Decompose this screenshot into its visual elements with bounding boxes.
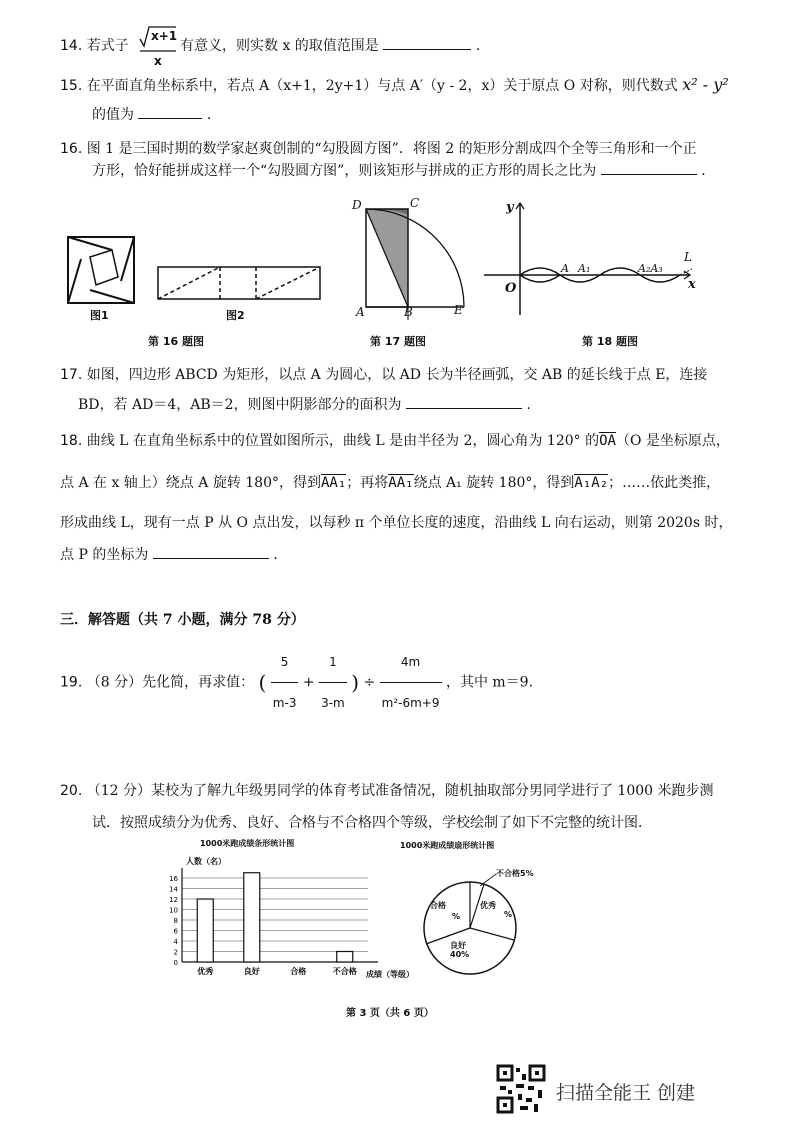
pie-label-good: 良好 bbox=[450, 941, 466, 950]
q14-radicand: x+1 bbox=[151, 29, 178, 43]
q19-pre: （8 分）先化简，再求值： bbox=[86, 674, 255, 691]
answer-blank[interactable] bbox=[406, 394, 522, 409]
question-number: 14. bbox=[60, 38, 83, 54]
question-20 bbox=[60, 780, 714, 802]
f17-C: C bbox=[410, 196, 420, 210]
pie-chart bbox=[400, 836, 580, 986]
fraction-3: $\frac{4m}{\text{m²-6m+9}}$ bbox=[380, 642, 442, 723]
f18-L: L bbox=[684, 250, 692, 264]
q18-line3: 形成曲线 L，现有一点 P 从 O 点出发，以每秒 π 个单位长度的速度，沿曲线 L 向右运动，则第 2020s 时， bbox=[60, 515, 733, 531]
q14-denominator: x bbox=[154, 54, 162, 68]
pie-divider bbox=[470, 928, 514, 940]
q17-line1: 如图，四边形 ABCD 为矩形，以点 A 为圆心，以 AD 长为半径画弧，交 AB 的延长线于点 E，连接 bbox=[86, 367, 708, 383]
answer-blank[interactable] bbox=[138, 104, 202, 119]
answer-blank[interactable] bbox=[601, 160, 697, 175]
question-15 bbox=[60, 74, 729, 97]
q16-line2 bbox=[92, 160, 706, 182]
question-14 bbox=[60, 35, 129, 57]
pie-chart-svg bbox=[400, 836, 580, 986]
pie-leader-line bbox=[480, 874, 496, 886]
q18-line4-text: 点 P 的坐标为 bbox=[60, 547, 149, 563]
figure-17-rectangle-arc bbox=[366, 209, 464, 320]
scanner-watermark: 扫描全能王 创建 bbox=[556, 1082, 696, 1104]
f17-D: D bbox=[352, 198, 362, 212]
q18-line4 bbox=[60, 544, 278, 566]
figures-row bbox=[60, 195, 740, 325]
answer-blank[interactable] bbox=[383, 35, 471, 50]
question-18 bbox=[60, 430, 730, 452]
q15-end: . bbox=[206, 107, 212, 123]
q19-post: ，其中 m＝9. bbox=[445, 674, 534, 691]
bar-2 bbox=[244, 873, 260, 962]
f18-A: A bbox=[561, 262, 569, 275]
x-tick-label: 优秀 bbox=[197, 967, 214, 976]
question-number: 19. bbox=[60, 674, 83, 691]
q18-line2 bbox=[60, 472, 720, 494]
q18-line2d: ；……依此类推， bbox=[608, 475, 721, 491]
y-tick-label: 0 bbox=[173, 959, 178, 967]
question-number: 18. bbox=[60, 433, 83, 449]
y-tick-label: 4 bbox=[173, 938, 178, 946]
q14-pre: 若式子 bbox=[86, 38, 129, 54]
question-number: 16. bbox=[60, 141, 83, 157]
q18-line2c: 绕点 A₁ 旋转 180°，得到 bbox=[413, 475, 575, 491]
q16-end: . bbox=[701, 163, 706, 179]
pie-label-excellent: 优秀 bbox=[480, 901, 496, 910]
fraction-2: $\frac{1}{3-m}$ bbox=[319, 642, 347, 723]
q15-line2-text: 的值为 bbox=[92, 107, 134, 123]
fig2-label: 图2 bbox=[226, 309, 245, 322]
question-19: 19. （8 分）先化简，再求值： ( $\frac{5}{m-3}$ + $\frac{1}{3-m}$ ) ÷ $\frac{4m}{\text{m²-6m+9}}$ ，其中 m＝9. bbox=[60, 642, 533, 723]
q14-expression bbox=[138, 24, 178, 74]
f17-A: A bbox=[356, 305, 365, 319]
question-number: 17. bbox=[60, 367, 83, 383]
bar-chart-xlabel: 成绩（等级） bbox=[366, 970, 414, 979]
fig1-label: 图1 bbox=[90, 309, 109, 322]
y-tick-label: 6 bbox=[173, 927, 178, 936]
pie-label-good-pct: 40% bbox=[450, 950, 470, 959]
q18-line1b: （O 是坐标原点， bbox=[615, 433, 730, 449]
qr-code-icon bbox=[496, 1064, 546, 1114]
q18-line2b: ；再将 bbox=[346, 475, 389, 491]
q16-line1: 图 1 是三国时期的数学家赵爽创制的“勾股圆方图”．将图 2 的矩形分割成四个全等三角形和一个正 bbox=[86, 141, 697, 157]
question-number: 15. bbox=[60, 78, 83, 94]
q18-line1a: 曲线 L 在直角坐标系中的位置如图所示，曲线 L 是由半径为 2，圆心角为 120° 的 bbox=[86, 433, 600, 449]
pie-label-pass-pct: % bbox=[452, 912, 461, 921]
section-heading: 三．解答题（共 7 小题，满分 78 分） bbox=[60, 612, 305, 628]
arc-A1A2: A₁A₂ bbox=[574, 475, 609, 491]
bar-chart-ylabel: 人数（名） bbox=[186, 857, 226, 866]
f18-A1: A₁ bbox=[578, 262, 591, 275]
q14-post: 有意义，则实数 x 的取值范围是 bbox=[180, 38, 379, 54]
f17-E: E bbox=[454, 303, 463, 317]
y-tick-label: 10 bbox=[169, 906, 178, 915]
pie-label-pass: 合格 bbox=[430, 901, 446, 910]
f17-B: B bbox=[404, 305, 413, 319]
fig16-caption: 第 16 题图 bbox=[148, 335, 204, 348]
f18-A2A3: A₂A₃ bbox=[638, 262, 663, 275]
pie-label-fail: 不合格5% bbox=[496, 869, 534, 878]
answer-blank[interactable] bbox=[153, 544, 269, 559]
page-number: 第 3 页（共 6 页） bbox=[346, 1008, 434, 1019]
fig17-caption: 第 17 题图 bbox=[370, 335, 426, 348]
x-tick-label: 不合格 bbox=[332, 967, 357, 976]
y-tick-label: 8 bbox=[173, 917, 178, 925]
q15-line2 bbox=[92, 104, 211, 126]
x-tick-label: 合格 bbox=[290, 967, 307, 976]
bar-4 bbox=[337, 952, 353, 963]
q15-expression: x² - y² bbox=[682, 75, 729, 94]
figure-18-wave bbox=[484, 203, 692, 315]
figure-2-rectangle bbox=[158, 267, 320, 299]
q20-line1: （12 分）某校为了解九年级男同学的体育考试准备情况，随机抽取部分男同学进行了 1000 米跑步测 bbox=[86, 783, 714, 799]
arc-OA: OA bbox=[599, 433, 616, 449]
q17-line2 bbox=[78, 394, 531, 416]
pie-chart-title: 1000米跑成绩扇形统计图 bbox=[400, 841, 495, 850]
bar-chart-title: 1000米跑成绩条形统计图 bbox=[200, 839, 295, 848]
arc-AA1: AA₁ bbox=[321, 475, 347, 491]
figure-1-pinwheel bbox=[68, 237, 134, 303]
y-tick-label: 12 bbox=[169, 896, 178, 904]
fig18-caption: 第 18 题图 bbox=[582, 335, 638, 348]
pie-label-excellent-pct: % bbox=[504, 910, 513, 919]
bar-1 bbox=[197, 899, 213, 962]
q17-line2-text: BD，若 AD＝4，AB＝2，则图中阴影部分的面积为 bbox=[78, 397, 402, 413]
q14-end: . bbox=[475, 38, 481, 54]
q16-line2-text: 方形，恰好能拼成这样一个“勾股圆方图”，则该矩形与拼成的正方形的周长之比为 bbox=[92, 163, 597, 179]
q15-line1: 在平面直角坐标系中，若点 A（x+1，2y+1）与点 A′（y - 2，x）关于原点 O 对称，则代数式 bbox=[86, 78, 678, 94]
fraction-1: $\frac{5}{m-3}$ bbox=[271, 642, 299, 723]
q17-end: . bbox=[526, 397, 531, 413]
y-tick-label: 14 bbox=[169, 885, 178, 894]
q18-line2a: 点 A 在 x 轴上）绕点 A 旋转 180°，得到 bbox=[60, 475, 321, 491]
x-tick-label: 良好 bbox=[243, 967, 260, 976]
arc-AA1-2: AA₁ bbox=[388, 475, 414, 491]
question-number: 20. bbox=[60, 783, 83, 799]
q14-tail bbox=[180, 35, 480, 57]
q18-end: . bbox=[273, 547, 278, 563]
y-tick-label: 16 bbox=[169, 875, 178, 883]
bar-chart-svg bbox=[160, 836, 420, 996]
f18-y: y bbox=[506, 200, 514, 215]
bar-chart bbox=[160, 836, 420, 996]
question-17 bbox=[60, 364, 707, 386]
f18-x: x bbox=[688, 277, 696, 292]
question-16 bbox=[60, 138, 697, 160]
y-tick-label: 2 bbox=[173, 948, 178, 957]
f18-O: O bbox=[505, 281, 517, 296]
q20-line2: 试．按照成绩分为优秀、良好、合格与不合格四个等级，学校绘制了如下不完整的统计图． bbox=[92, 815, 652, 831]
